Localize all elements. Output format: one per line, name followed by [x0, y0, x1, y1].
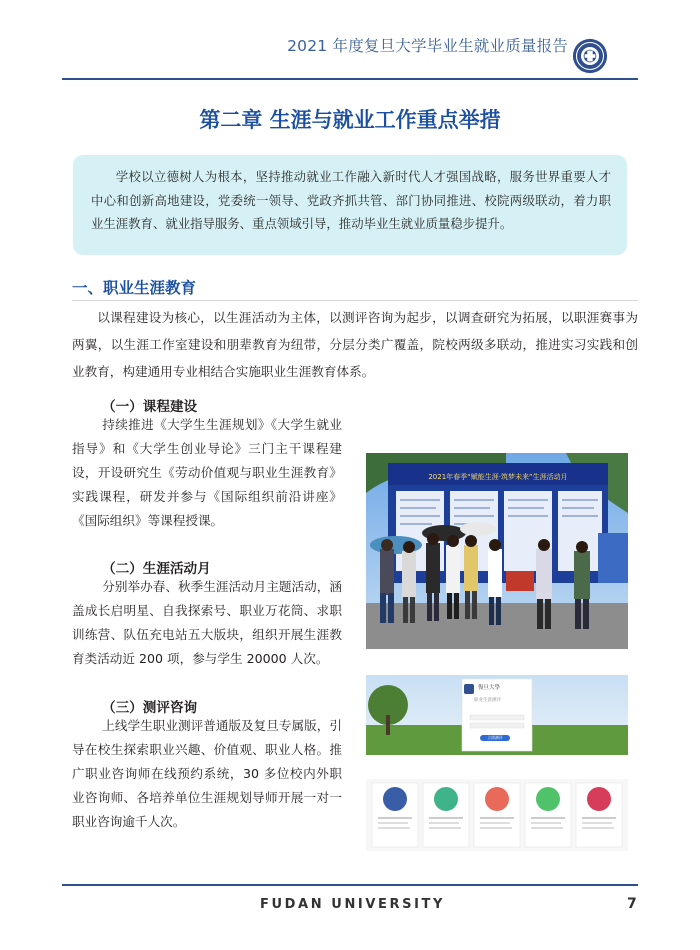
screenshot-subtitle: 职业生涯测评	[474, 698, 501, 703]
career-fair-photo	[366, 453, 628, 649]
career-fair-photo-icon	[366, 453, 628, 649]
subsection-body-course: 持续推进《大学生生涯规划》《大学生就业指导》和《大学生创业导论》三门主干课程建设，开设研究生《劳动价值观与职业生涯教育》实践课程，研发并参与《国际组织前沿讲座》《国际组织》等课程授课。	[72, 417, 342, 528]
subsection-title-activity: （二）生涯活动月	[102, 561, 211, 577]
screenshot-start-button: 立即测评	[480, 735, 510, 741]
subsection-title-consulting: （三）测评咨询	[102, 700, 198, 716]
screenshot-brand: 復旦大學	[478, 685, 501, 691]
career-activity-icon	[525, 783, 571, 847]
career-planning-icon	[372, 783, 418, 847]
section-title: 一、职业生涯教育	[72, 279, 197, 297]
footer-university-name: FUDAN UNIVERSITY	[260, 897, 445, 912]
subsection-title-course: （一）课程建设	[102, 399, 198, 415]
section-body: 以课程建设为核心，以生涯活动为主体，以测评咨询为起步，以调查研究为拓展，以职涯赛事为两翼，以生涯工作室建设和朋辈教育为纽带，分层分类广覆盖，院校两级多联动，推进实习实践和创业教育，构建通用专业相结合实施职业生涯教育体系。	[72, 310, 638, 379]
career-assessment-icon	[423, 783, 469, 847]
fudan-seal-icon	[572, 38, 608, 74]
career-consulting-icon	[474, 783, 520, 847]
report-header-title: 2021 年度复旦大学毕业生就业质量报告	[287, 37, 568, 55]
employment-guidance-icon	[576, 783, 622, 847]
intro-box	[73, 155, 627, 255]
header-divider	[62, 78, 638, 80]
page-number: 7	[627, 896, 637, 912]
chapter-title: 第二章 生涯与就业工作重点举措	[199, 108, 501, 132]
photo-banner-text: 2021年春季“赋能生涯·筑梦未来”生涯活动月	[428, 473, 568, 481]
section-divider	[72, 300, 638, 301]
intro-text: 学校以立德树人为根本，坚持推动就业工作融入新时代人才强国战略，服务世界重要人才中心和创新高地建设，党委统一领导、党政齐抓共管、部门协同推进、校院两级联动，着力职业生涯教育、就业指导服务、重点领域引导，推动毕业生就业质量稳步提升。	[91, 169, 611, 231]
footer-divider	[62, 884, 638, 886]
subsection-body-activity: 分别举办春、秋季生涯活动月主题活动，涵盖成长启明星、自我探索号、职业万花筒、求职训练营、队伍充电站五大版块，组织开展生涯教育类活动近 200 项，参与学生 20000 人次。	[72, 579, 342, 666]
assessment-system-screenshot	[366, 675, 628, 853]
subsection-body-consulting: 上线学生职业测评普通版及复旦专属版，引导在校生探索职业兴趣、价值观、职业人格。推广职业咨询师在线预约系统，30 多位校内外职业咨询师、各培养单位生涯规划导师开展一对一职业咨询逾千人次。	[72, 718, 342, 829]
